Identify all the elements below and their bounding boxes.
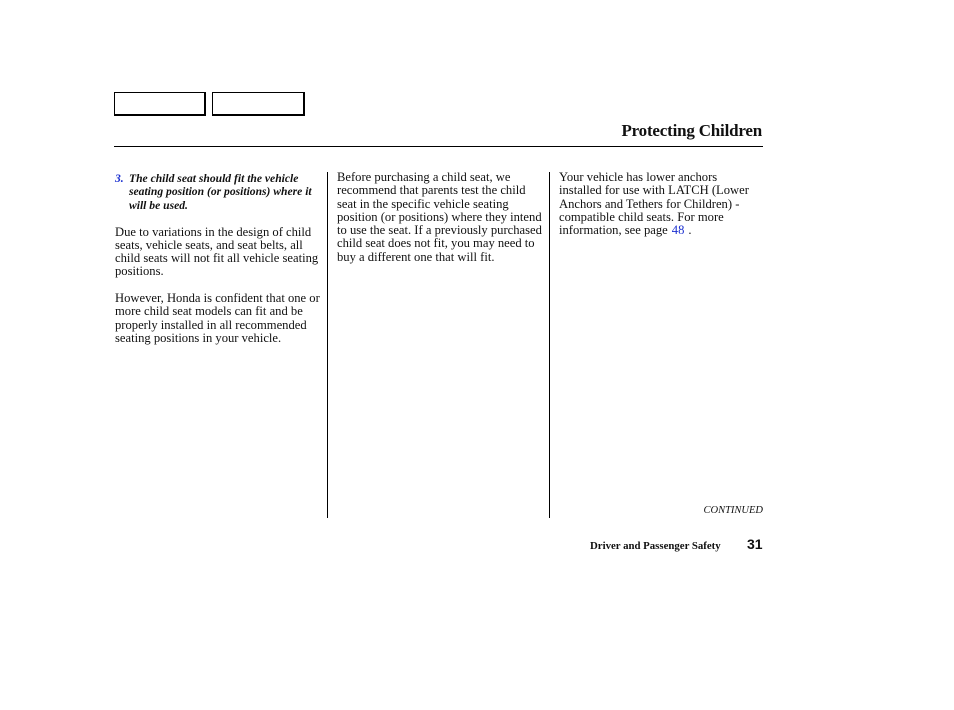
paragraph-variations: Due to variations in the design of child seats, vehicle seats, and seat belts, all child seats will not fit all vehicle seating positions. [115,224,319,279]
nav-button-main-menu[interactable] [114,92,206,116]
paragraph-latch [559,171,763,237]
period-text: . [688,223,692,238]
page-title: Protecting Children [621,121,762,140]
column-divider [549,172,550,518]
numbered-note [115,172,323,212]
column-right [559,171,763,237]
paragraph-before-purchasing: Before purchasing a child seat, we recommend that parents test the child seat in the specific vehicle seating position (or positions) where they intend to use the seat. If a previously purchased child seat does not fit, you may need to buy a different one that will fit. [337,170,542,264]
nav-button-table-of-contents[interactable] [212,92,305,116]
paragraph-honda-confident: However, Honda is confident that one or more child seat models can fit and be properly installed in all recommended seating positions in your vehicle. [115,291,320,345]
page-number: 31 [747,536,763,552]
note-text: The child seat should fit the vehicle seating position (or positions) where it will be used. [129,172,312,212]
latch-text: Your vehicle has lower anchors installed for use with LATCH (Lower Anchors and Tethers for Children) - compatible child seats. For more information, see page [559,170,749,238]
column-left [115,171,323,345]
column-middle [337,171,545,264]
title-divider [114,146,763,147]
column-divider [327,172,328,518]
continued-label: CONTINUED [703,505,763,516]
section-name: Driver and Passenger Safety [590,540,721,552]
page-reference-link[interactable]: 48 [671,223,685,238]
note-number: 3. [115,172,124,185]
